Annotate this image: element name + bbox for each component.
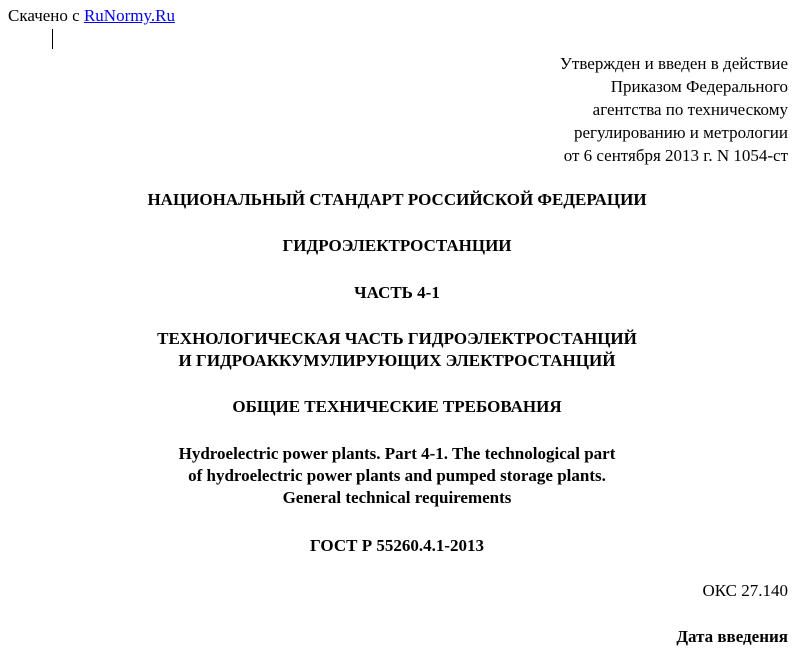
- gost-code: [0, 535, 794, 557]
- national-standard-heading: [0, 189, 794, 211]
- english-title-line: of hydroelectric power plants and pumped storage plants.: [188, 466, 606, 485]
- approval-line: Утвержден и введен в действие: [559, 54, 788, 73]
- gost-code-text: ГОСТ Р 55260.4.1-2013: [310, 536, 484, 555]
- standard-part-text: ЧАСТЬ 4-1: [354, 283, 440, 302]
- intro-date-label: Дата введения: [676, 627, 788, 646]
- general-requirements-heading: [0, 396, 794, 418]
- standard-subtitle-line: И ГИДРОАККУМУЛИРУЮЩИХ ЭЛЕКТРОСТАНЦИЙ: [178, 351, 616, 370]
- text-cursor: [52, 29, 53, 49]
- standard-title-text: ГИДРОЭЛЕКТРОСТАНЦИИ: [282, 236, 512, 255]
- english-title-line: Hydroelectric power plants. Part 4-1. The technological part: [178, 444, 616, 463]
- approval-line: от 6 сентября 2013 г. N 1054-ст: [563, 146, 788, 165]
- approval-line: регулированию и метрологии: [573, 123, 788, 142]
- runormy-link[interactable]: RuNormy.Ru: [83, 6, 175, 25]
- okc-code: ОКС 27.140: [702, 581, 788, 600]
- standard-part: [0, 282, 794, 304]
- standard-title: [0, 235, 794, 257]
- approval-line: агентства по техническому: [592, 100, 788, 119]
- english-title-line: General technical requirements: [282, 488, 512, 507]
- download-source-line: [8, 6, 175, 26]
- standard-subtitle: [0, 328, 794, 372]
- english-title: [0, 443, 794, 509]
- national-standard-text: НАЦИОНАЛЬНЫЙ СТАНДАРТ РОССИЙСКОЙ ФЕДЕРАЦИИ: [147, 190, 647, 209]
- approval-block: [560, 52, 788, 167]
- download-prefix: Скачено с: [8, 6, 84, 25]
- approval-line: Приказом Федерального: [610, 77, 788, 96]
- standard-subtitle-line: ТЕХНОЛОГИЧЕСКАЯ ЧАСТЬ ГИДРОЭЛЕКТРОСТАНЦИЙ: [157, 329, 637, 348]
- general-requirements-text: ОБЩИЕ ТЕХНИЧЕСКИЕ ТРЕБОВАНИЯ: [232, 397, 562, 416]
